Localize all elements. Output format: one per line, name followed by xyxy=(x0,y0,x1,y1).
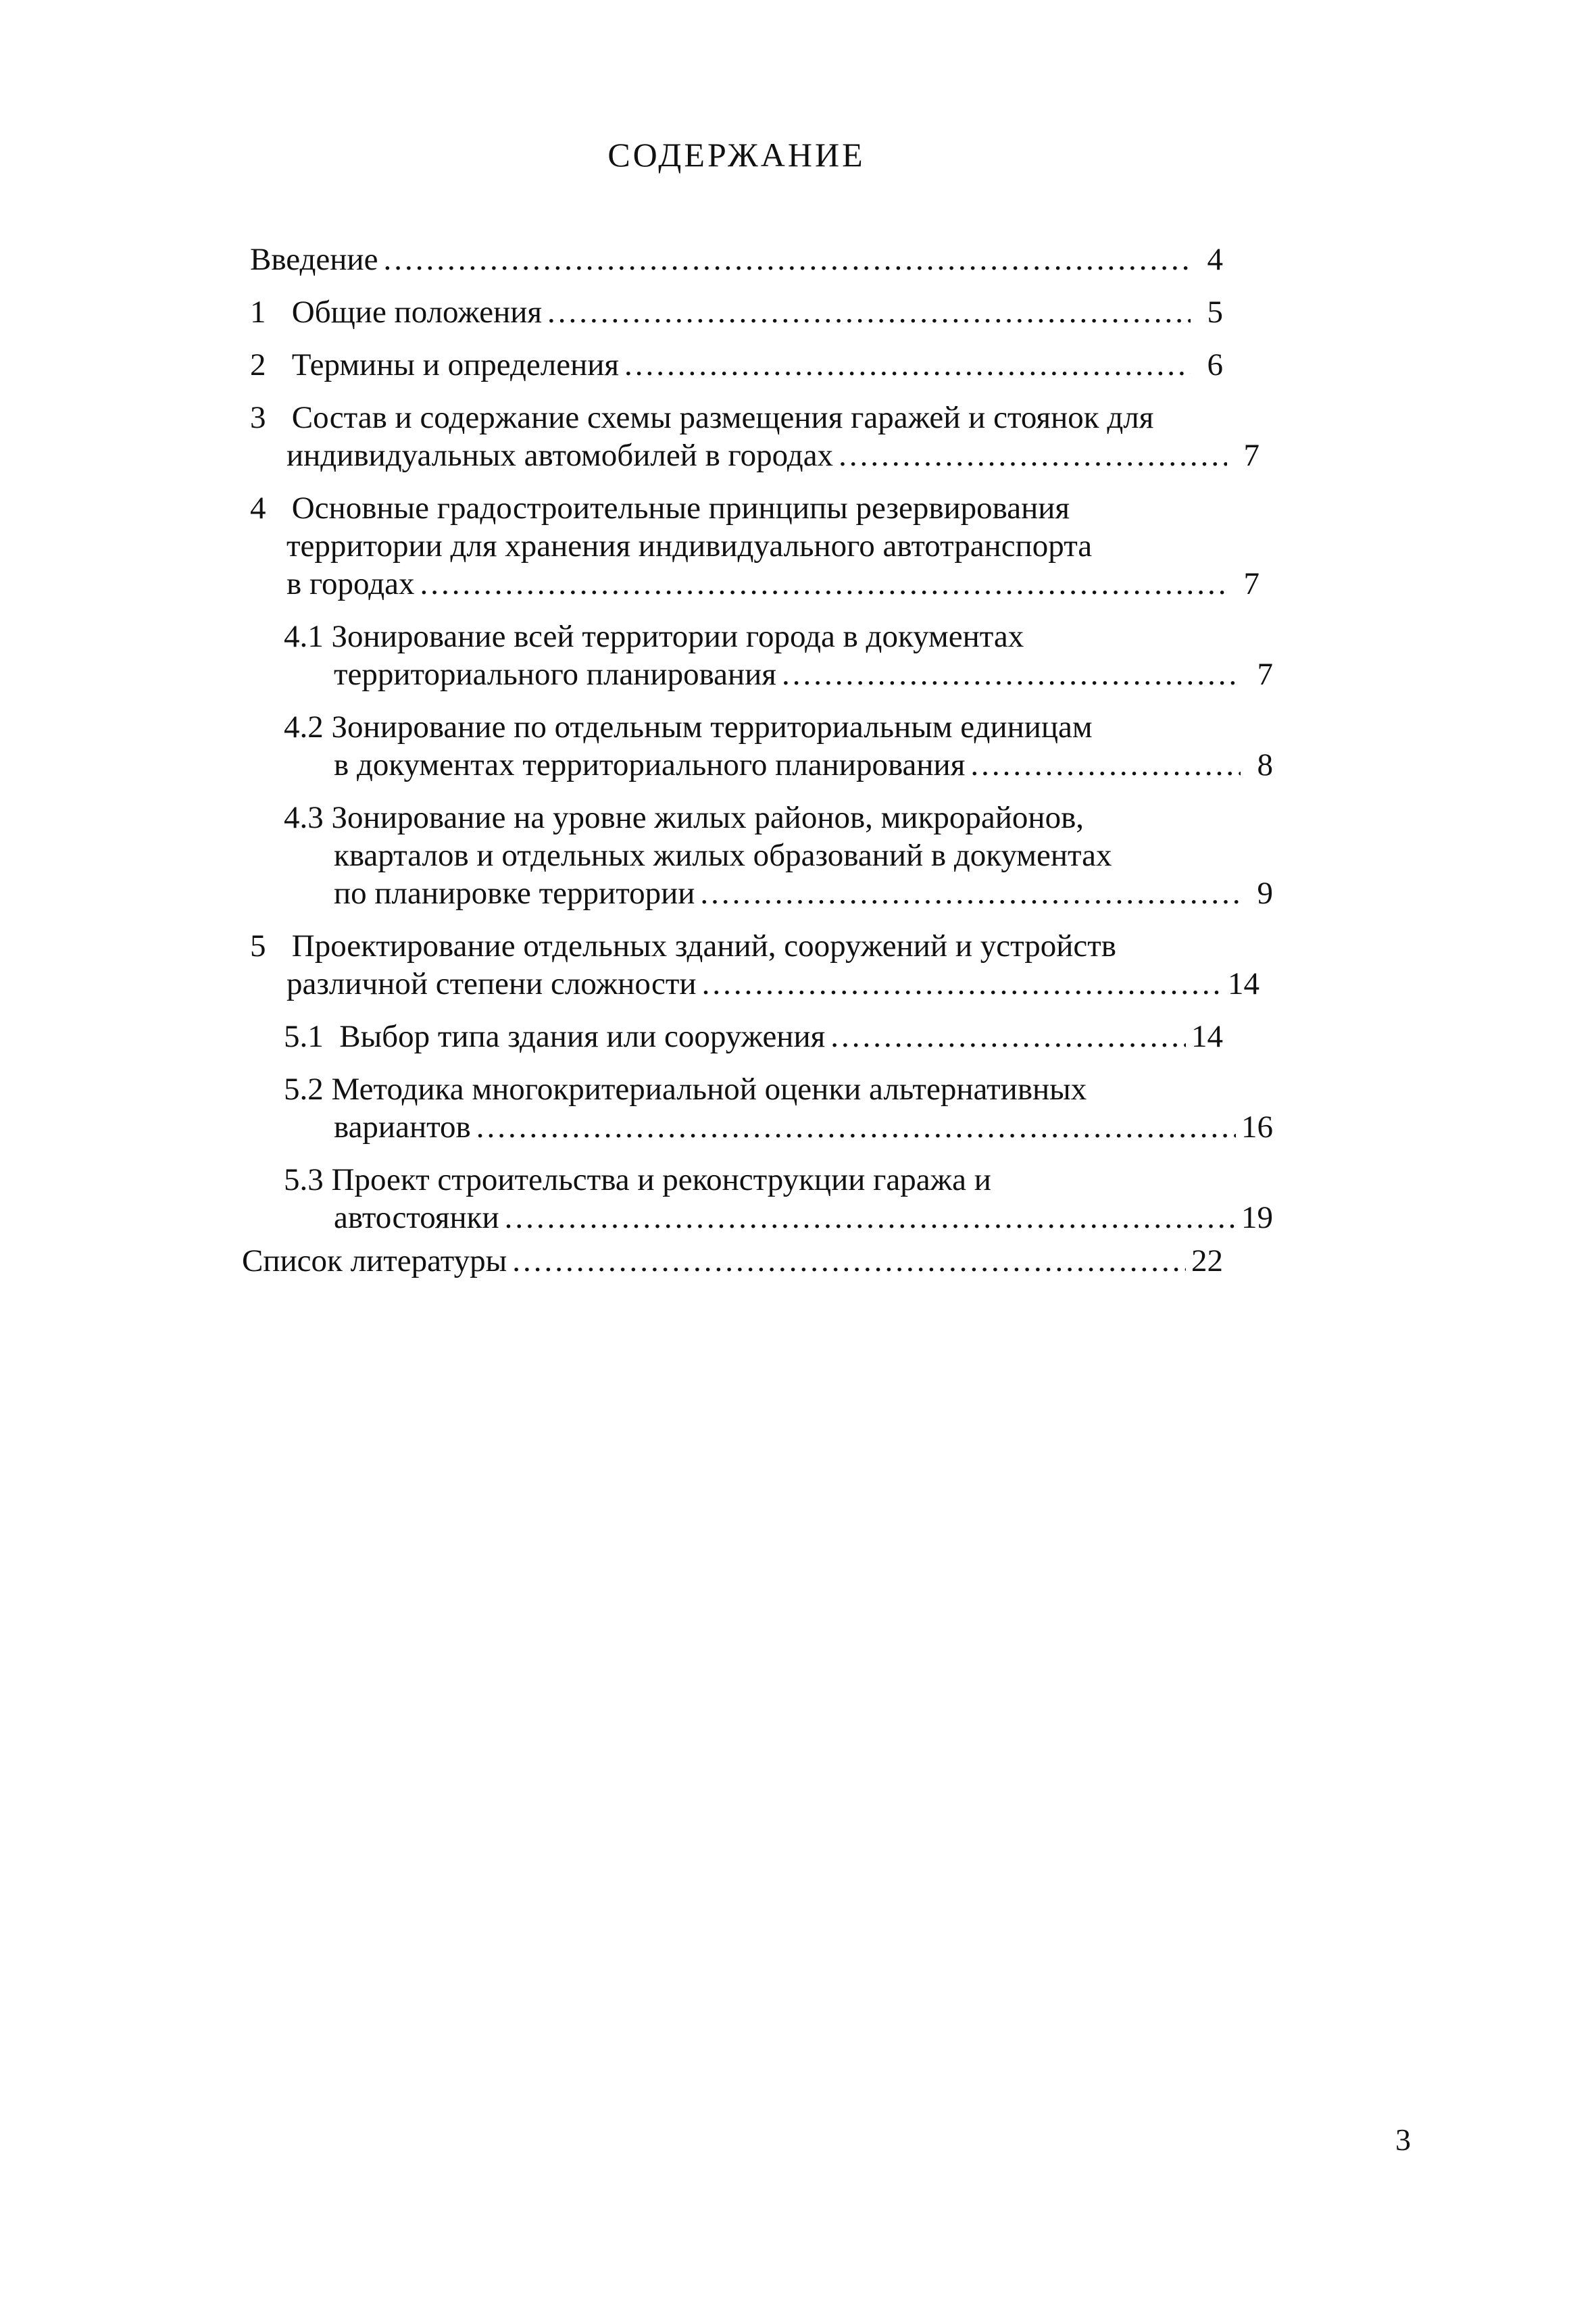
page-title: СОДЕРЖАНИЕ xyxy=(607,136,866,174)
toc-item-title-line1: Основные градостроительные принципы резервирования xyxy=(291,491,1070,526)
toc-leader-dots xyxy=(512,1242,1186,1280)
toc-leader-dots xyxy=(547,293,1191,331)
toc-item-title-line1: Зонирование всей территории города в документах xyxy=(331,619,1024,654)
toc-item-section-4-3[interactable] xyxy=(250,799,1273,912)
toc-page-number: 7 xyxy=(1257,657,1273,692)
toc-item-section-1[interactable] xyxy=(250,293,1223,331)
toc-page-number: 7 xyxy=(1243,438,1260,473)
toc-item-title: Общие положения xyxy=(291,295,543,330)
toc-item-title: Введение xyxy=(250,242,378,277)
toc-page-number: 22 xyxy=(1191,1243,1223,1278)
toc-item-number: 4.3 xyxy=(284,800,324,835)
toc-page-number: 5 xyxy=(1207,295,1223,330)
toc-item-title-line2: территории для хранения индивидуального автотранспорта xyxy=(286,528,1093,564)
toc-item-title-line3: по планировке территории xyxy=(334,876,695,911)
toc-item-number: 4 xyxy=(250,491,266,526)
toc-item-section-5-2[interactable] xyxy=(250,1070,1273,1146)
toc-item-title: Выбор типа здания или сооружения xyxy=(339,1019,826,1054)
toc-item-number: 5.2 xyxy=(284,1072,324,1107)
toc-leader-dots xyxy=(702,965,1222,1003)
toc-item-title-line2: различной степени сложности xyxy=(286,966,697,1001)
toc-page-number: 9 xyxy=(1257,876,1273,911)
toc-item-section-3[interactable] xyxy=(250,399,1260,474)
toc-leader-dots xyxy=(782,655,1241,693)
toc-item-number: 5.3 xyxy=(284,1162,324,1197)
toc-item-number: 3 xyxy=(250,400,266,435)
toc-item-section-5-1[interactable] xyxy=(250,1018,1223,1055)
toc-item-title-line2: кварталов и отдельных жилых образований в документах xyxy=(334,838,1112,873)
toc-item-title-line1: Зонирование по отдельным территориальным единицам xyxy=(331,710,1093,745)
toc-leader-dots xyxy=(420,565,1227,603)
toc-leader-dots xyxy=(505,1199,1236,1237)
toc-leader-dots xyxy=(700,874,1241,912)
toc-leader-dots xyxy=(476,1108,1236,1146)
toc-item-number: 1 xyxy=(250,295,266,330)
toc-item-section-4[interactable] xyxy=(250,489,1260,603)
toc-item-number: 2 xyxy=(250,347,266,382)
toc-page-number: 19 xyxy=(1241,1200,1273,1235)
toc-leader-dots xyxy=(383,241,1191,278)
toc-page-number: 7 xyxy=(1243,566,1260,601)
toc-leader-dots xyxy=(830,1018,1186,1055)
toc-item-number: 5.1 xyxy=(284,1019,324,1054)
toc-page-number: 4 xyxy=(1207,242,1223,277)
toc-item-title: Список литературы xyxy=(242,1243,507,1278)
toc-item-section-4-2[interactable] xyxy=(250,708,1273,784)
toc-item-title-line2: автостоянки xyxy=(334,1200,499,1235)
toc-leader-dots xyxy=(970,746,1241,784)
page-number: 3 xyxy=(1395,2122,1411,2157)
toc-item-title-line2: индивидуальных автомобилей в городах xyxy=(286,438,834,473)
toc-page-number: 6 xyxy=(1207,347,1223,382)
toc-item-title-line1: Проектирование отдельных зданий, сооружений и устройств xyxy=(291,928,1116,964)
toc-item-title-line2: территориального планирования xyxy=(334,657,776,692)
toc-leader-dots xyxy=(839,437,1227,474)
toc-page-number: 16 xyxy=(1241,1110,1273,1145)
toc-item-title-line1: Состав и содержание схемы размещения гаражей и стоянок для xyxy=(291,400,1154,435)
table-of-contents xyxy=(242,241,1273,1280)
toc-item-number: 5 xyxy=(250,928,266,964)
toc-item-title-line2: вариантов xyxy=(334,1110,471,1145)
toc-item-section-5-3[interactable] xyxy=(250,1161,1273,1237)
toc-item-number: 4.1 xyxy=(284,619,324,654)
toc-item-title-line3: в городах xyxy=(286,566,415,601)
toc-page-number: 14 xyxy=(1228,966,1260,1001)
toc-item-title-line1: Зонирование на уровне жилых районов, микрорайонов, xyxy=(331,800,1084,835)
toc-item-section-5[interactable] xyxy=(250,927,1260,1003)
toc-item-introduction[interactable] xyxy=(250,241,1223,278)
toc-page-number: 8 xyxy=(1257,747,1273,782)
toc-item-number: 4.2 xyxy=(284,710,324,745)
toc-leader-dots xyxy=(624,346,1191,384)
toc-item-title-line2: в документах территориального планирования xyxy=(334,747,966,782)
toc-item-references[interactable] xyxy=(242,1242,1223,1280)
toc-item-title: Термины и определения xyxy=(291,347,620,382)
toc-page-number: 14 xyxy=(1191,1019,1223,1054)
toc-item-title-line1: Проект строительства и реконструкции гаража и xyxy=(331,1162,991,1197)
toc-item-title-line1: Методика многокритериальной оценки альтернативных xyxy=(331,1072,1087,1107)
toc-item-section-4-1[interactable] xyxy=(250,618,1273,693)
toc-item-section-2[interactable] xyxy=(250,346,1223,384)
